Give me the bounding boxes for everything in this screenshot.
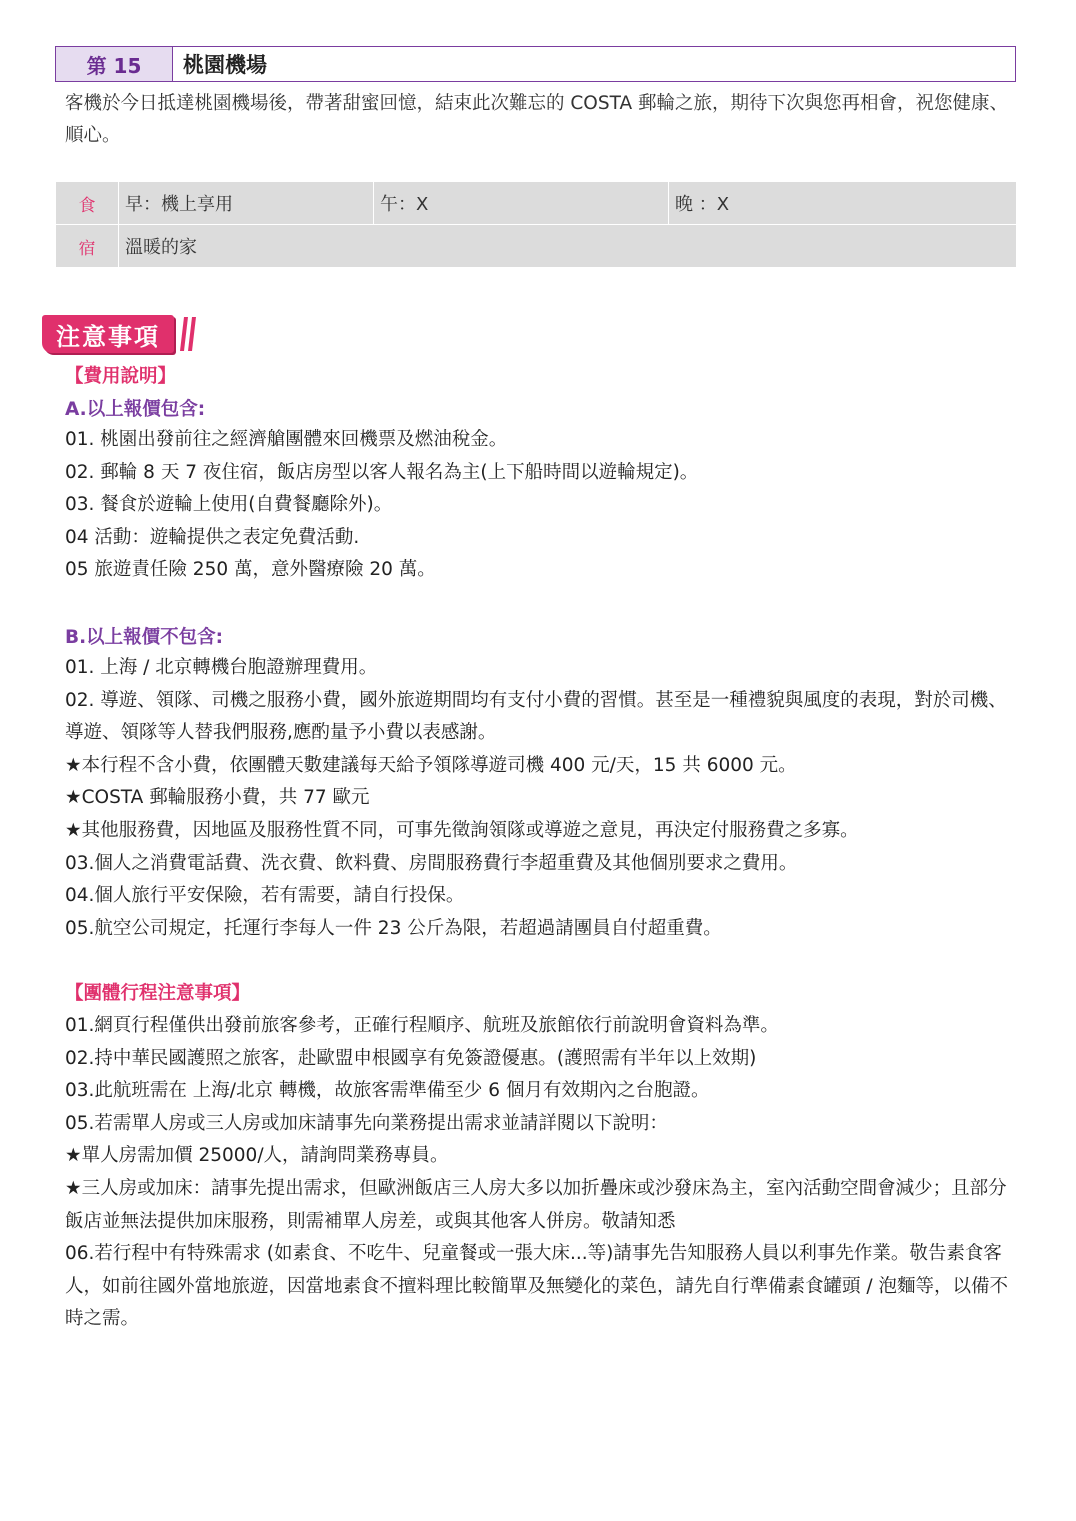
list-item: 04 活動：遊輪提供之表定免費活動. — [65, 526, 360, 548]
list-item: 02.持中華民國護照之旅客，赴歐盟申根國享有免簽證優惠。(護照需有半年以上效期) — [65, 1047, 757, 1069]
list-item: ★三人房或加床：請事先提出需求，但歐洲飯店三人房大多以加折疊床或沙發床為主，室內活動空間會減少；且部分飯店並無法提供加床服務，則需補單人房差，或與其他客人併房。敬請知悉 — [65, 1177, 1007, 1232]
list-item: 03. 餐食於遊輪上使用(自費餐廳除外)。 — [65, 494, 393, 516]
meal-table — [55, 181, 1017, 268]
day-number: 第 15 — [56, 47, 173, 81]
list-item: ★單人房需加價 25000/人，請詢問業務專員。 — [65, 1145, 449, 1167]
list-item: 02. 導遊、領隊、司機之服務小費，國外旅遊期間均有支付小費的習慣。甚至是一種禮貌與風度的表現，對於司機、導遊、領隊等人替我們服務,應酌量予小費以表感謝。 — [65, 689, 1007, 744]
list-item: 05.航空公司規定，托運行李每人一件 23 公斤為限，若超過請團員自付超重費。 — [65, 917, 722, 939]
list-item: 05.若需單人房或三人房或加床請事先向業務提出需求並請詳閱以下說明： — [65, 1112, 668, 1134]
day-header — [55, 46, 1016, 82]
list-item: 01. 上海 / 北京轉機台胞證辦理費用。 — [65, 657, 378, 678]
dinner-cell: 晚 ：X — [669, 182, 1017, 225]
list-item: ★COSTA 郵輪服務小費，共 77 歐元 — [65, 787, 370, 809]
day-description: 客機於今日抵達桃園機場後，帶著甜蜜回憶，結束此次難忘的 COSTA 郵輪之旅，期待下次與您再相會，祝您健康、順心。 — [65, 93, 1009, 146]
double-slash-icon — [178, 315, 198, 353]
included-list — [65, 424, 1020, 587]
list-item: 06.若行程中有特殊需求 (如素食、不吃牛、兒童餐或一張大床...等)請事先告知服務人員以利事先作業。敬告素食客人，如前往國外當地旅遊，因當地素食不擅料理比較簡單及無變化的菜色，請先自行準備素食罐頭 / 泡麵等，以備不時之需。 — [65, 1243, 1008, 1330]
lunch-cell: 午：X — [374, 182, 669, 225]
stay-row — [56, 225, 1017, 268]
list-item: 01. 桃園出發前往之經濟艙團體來回機票及燃油稅金。 — [65, 429, 508, 450]
excluded-title: B.以上報價不包含: — [65, 627, 224, 648]
group-notes-list — [65, 1010, 1020, 1336]
breakfast-cell: 早：機上享用 — [119, 182, 374, 225]
stay-label: 宿 — [56, 225, 119, 268]
list-item: 01.網頁行程僅供出發前旅客參考，正確行程順序、航班及旅館依行前說明會資料為準。 — [65, 1015, 779, 1036]
stay-cell: 溫暖的家 — [119, 225, 1017, 268]
group-notes-title: 【團體行程注意事項】 — [65, 983, 251, 1004]
excluded-list — [65, 652, 1020, 945]
list-item: ★其他服務費，因地區及服務性質不同，可事先徵詢領隊或導遊之意見，再決定付服務費之多寡。 — [65, 819, 859, 841]
list-item: 03.此航班需在 上海/北京 轉機，故旅客需準備至少 6 個月有效期內之台胞證。 — [65, 1080, 710, 1102]
list-item: 05 旅遊責任險 250 萬，意外醫療險 20 萬。 — [65, 559, 436, 581]
day-title: 桃園機場 — [183, 53, 267, 77]
meal-row — [56, 182, 1017, 225]
fees-title: 【費用說明】 — [65, 366, 177, 387]
notice-banner — [42, 315, 198, 353]
meal-label: 食 — [56, 182, 119, 225]
list-item: 03.個人之消費電話費、洗衣費、飲料費、房間服務費行李超重費及其他個別要求之費用。 — [65, 852, 798, 874]
list-item: 04.個人旅行平安保險，若有需要，請自行投保。 — [65, 885, 465, 907]
notice-title: 注意事項 — [42, 315, 174, 353]
included-title: A.以上報價包含: — [65, 399, 206, 420]
list-item: 02. 郵輪 8 天 7 夜住宿，飯店房型以客人報名為主(上下船時間以遊輪規定)。 — [65, 461, 699, 483]
list-item: ★本行程不含小費，依團體天數建議每天給予領隊導遊司機 400 元/天，15 共 6000 元。 — [65, 754, 797, 776]
